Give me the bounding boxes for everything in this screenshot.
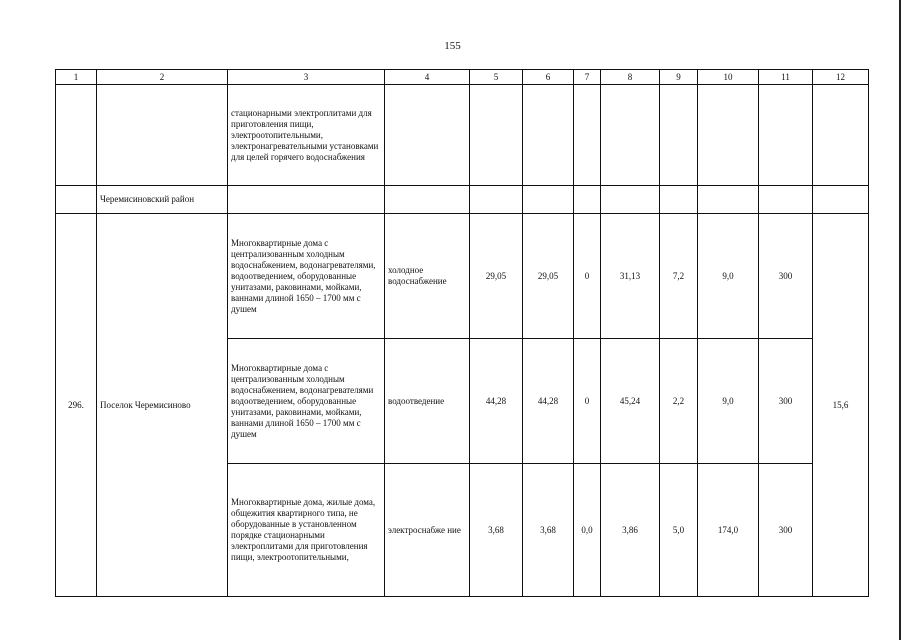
row-service: водоотведение: [385, 339, 470, 464]
empty-cell: [385, 186, 470, 214]
header-cell: 8: [601, 70, 660, 85]
row-value: 45,24: [601, 339, 660, 464]
row-value: 300: [759, 339, 813, 464]
empty-cell: [698, 186, 759, 214]
empty-cell: [523, 186, 574, 214]
row-value: 300: [759, 464, 813, 597]
row-value: 2,2: [660, 339, 698, 464]
district-name: Черемисиновский район: [97, 186, 228, 214]
header-cell: 5: [470, 70, 523, 85]
empty-cell: [56, 186, 97, 214]
row-value: 44,28: [470, 339, 523, 464]
page-number: 155: [444, 40, 461, 52]
empty-cell: [56, 85, 97, 186]
empty-cell: [660, 186, 698, 214]
row-description: Многоквартирные дома с централизованным холодным водоснабжением, водонагревателями, водоотведением, оборудованные унитазами, раковинами, мойками, ваннами длиной 1650 – 1700 мм с душем: [228, 214, 385, 339]
empty-cell: [574, 186, 601, 214]
entry-number: 296.: [56, 214, 97, 597]
header-cell: 10: [698, 70, 759, 85]
header-cell: 9: [660, 70, 698, 85]
header-cell: 12: [813, 70, 869, 85]
locality-name: Поселок Черемисиново: [97, 214, 228, 597]
row-value: 3,68: [470, 464, 523, 597]
row-service: холодное водоснабжение: [385, 214, 470, 339]
empty-cell: [660, 85, 698, 186]
header-cell: 6: [523, 70, 574, 85]
row-description: Многоквартирные дома, жилые дома, общежития квартирного типа, не оборудованные в установленном порядке стационарными электроплитами для приготовления пищи, электроотопительными,: [228, 464, 385, 597]
page-edge-line: [899, 0, 901, 640]
row-value: 9,0: [698, 339, 759, 464]
header-cell: 7: [574, 70, 601, 85]
entry-col12: 15,6: [813, 214, 869, 597]
empty-cell: [470, 85, 523, 186]
empty-cell: [574, 85, 601, 186]
row-value: 174,0: [698, 464, 759, 597]
row-value: 5,0: [660, 464, 698, 597]
empty-cell: [523, 85, 574, 186]
row-value: 31,13: [601, 214, 660, 339]
header-cell: 11: [759, 70, 813, 85]
header-cell: 4: [385, 70, 470, 85]
empty-cell: [813, 85, 869, 186]
row-value: 3,86: [601, 464, 660, 597]
district-row: [56, 186, 869, 214]
empty-cell: [813, 186, 869, 214]
row-value: 0: [574, 214, 601, 339]
row-value: 7,2: [660, 214, 698, 339]
empty-cell: [228, 186, 385, 214]
empty-cell: [698, 85, 759, 186]
continuation-row: [56, 85, 869, 186]
header-row: [56, 70, 869, 85]
header-cell: 1: [56, 70, 97, 85]
empty-cell: [601, 85, 660, 186]
table-row: [56, 214, 869, 339]
row-value: 44,28: [523, 339, 574, 464]
empty-cell: [97, 85, 228, 186]
row-value: 3,68: [523, 464, 574, 597]
row-value: 300: [759, 214, 813, 339]
row-value: 0: [574, 339, 601, 464]
header-cell: 2: [97, 70, 228, 85]
row-value: 29,05: [470, 214, 523, 339]
row-service: электроснабже ние: [385, 464, 470, 597]
tariff-table: [55, 69, 869, 597]
row-value: 9,0: [698, 214, 759, 339]
row-value: 0,0: [574, 464, 601, 597]
empty-cell: [470, 186, 523, 214]
empty-cell: [385, 85, 470, 186]
row-description: Многоквартирные дома с централизованным холодным водоснабжением, водонагревателями водоотведением, оборудованные унитазами, раковинами, мойками, ваннами длиной 1650 – 1700 мм с душем: [228, 339, 385, 464]
empty-cell: [759, 85, 813, 186]
empty-cell: [759, 186, 813, 214]
continuation-description: стационарными электроплитами для приготовления пищи, электроотопительными, электронагревательными установками для целей горячего водоснабжения: [228, 85, 385, 186]
row-value: 29,05: [523, 214, 574, 339]
empty-cell: [601, 186, 660, 214]
header-cell: 3: [228, 70, 385, 85]
